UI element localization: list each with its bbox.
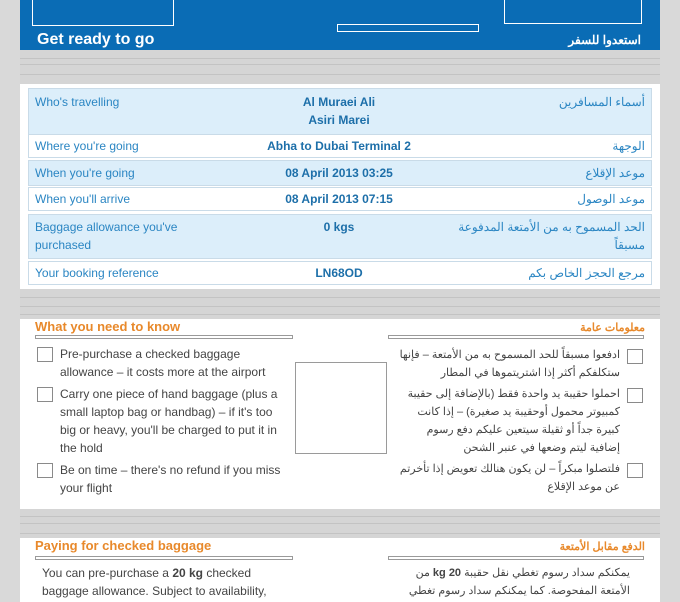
info-label: When you're going [35, 166, 135, 180]
header-title: Get ready to go [37, 31, 155, 48]
traveller-name: Asiri Marei [308, 113, 370, 127]
info-row-arrival [28, 187, 652, 211]
watermark: منتديات [628, 498, 660, 509]
booking-reference: LN68OD [315, 266, 363, 280]
info-label: Your booking reference [35, 266, 159, 280]
spacer-band [20, 50, 660, 84]
item-checkbox[interactable] [627, 388, 643, 403]
info-label-arabic: مرجع الحجز الخاص بكم [528, 266, 645, 280]
section-title: What you need to know [35, 319, 181, 334]
illustration-placeholder [295, 362, 387, 454]
section-divider [388, 556, 644, 560]
right-gutter [660, 0, 680, 602]
info-row-travellers [28, 88, 652, 135]
paying-text-arabic: يمكنكم سداد رسوم تغطي نقل حقيبة 20 kg من الأمتعة المفحوصة. كما يمكنكم سداد رسوم تغطي [408, 567, 630, 597]
info-row-baggage [28, 214, 652, 259]
paying-section [20, 538, 660, 602]
section-divider [35, 556, 293, 560]
info-label: Baggage allowance you've purchased [35, 220, 178, 252]
section-title-arabic: الدفع مقابل الأمتعة [559, 541, 645, 553]
item-checkbox[interactable] [37, 387, 53, 402]
info-label: Who's travelling [35, 95, 120, 109]
need-item-text: Be on time – there's no refund if you miss your flight [60, 463, 281, 495]
destination-value: Abha to Dubai Terminal 2 [267, 139, 411, 153]
item-checkbox[interactable] [37, 463, 53, 478]
need-item-text-arabic: فلتصلوا مبكراً – لن يكون هنالك تعويض إذا تأخرتم عن موعد الإقلاع [399, 463, 620, 493]
traveller-name: Al Muraei Ali [302, 95, 376, 109]
header-frame-right [504, 0, 642, 24]
info-label-arabic: موعد الإقلاع [585, 166, 645, 180]
item-checkbox[interactable] [627, 349, 643, 364]
item-checkbox[interactable] [627, 463, 643, 478]
section-title: Paying for checked baggage [35, 538, 212, 553]
paying-text: You can pre-purchase a 20 kg checked baggage allowance. Subject to availability, [42, 566, 267, 598]
info-label-arabic: الحد المسموح به من الأمتعة المدفوعة مسبقاً [458, 220, 645, 252]
info-label-arabic: أسماء المسافرين [558, 95, 645, 109]
info-label: Where you're going [35, 139, 139, 153]
header-frame-left [32, 0, 174, 26]
header-bar [20, 0, 660, 50]
need-item-text: Carry one piece of hand baggage (plus a small laptop bag or handbag) – if it's too big or heavy, you'll be charged to put it in the hold [60, 387, 278, 455]
departure-value: 08 April 2013 03:25 [285, 166, 393, 180]
info-row-destination [28, 134, 652, 158]
info-row-departure [28, 160, 652, 186]
trip-info-panel [20, 84, 660, 289]
baggage-value: 0 kgs [323, 220, 355, 234]
arrival-value: 08 April 2013 07:15 [285, 192, 393, 206]
section-divider [35, 335, 293, 339]
section-divider [388, 335, 644, 339]
info-label-arabic: الوجهة [612, 139, 645, 153]
info-label-arabic: موعد الوصول [577, 192, 645, 206]
need-to-know-section [20, 319, 660, 509]
info-row-booking-ref [28, 261, 652, 285]
left-gutter [0, 0, 20, 602]
spacer-band [20, 509, 660, 538]
section-title-arabic: معلومات عامة [580, 322, 645, 334]
header-title-arabic: استعدوا للسفر [568, 33, 641, 47]
header-frame-center [337, 24, 479, 32]
info-label: When you'll arrive [35, 192, 130, 206]
item-checkbox[interactable] [37, 347, 53, 362]
need-item-text-arabic: ادفعوا مسبقاً للحد المسموح به من الأمتعة – فإنها ستكلفكم أكثر إذا اشتريتموها في المطار [399, 349, 620, 379]
need-item-text: Pre-purchase a checked baggage allowance – it costs more at the airport [60, 347, 266, 379]
need-item-text-arabic: احملوا حقيبة يد واحدة فقط (بالإضافة إلى حقيبة كمبيوتر محمول أوحقيبة يد صغيرة) – إذا كانت كبيرة جداً أو ثقيلة سيتعين عليكم دفع رسوم إضافية ليتم وضعها في عنبر الشحن [407, 388, 620, 454]
spacer-band [20, 289, 660, 319]
